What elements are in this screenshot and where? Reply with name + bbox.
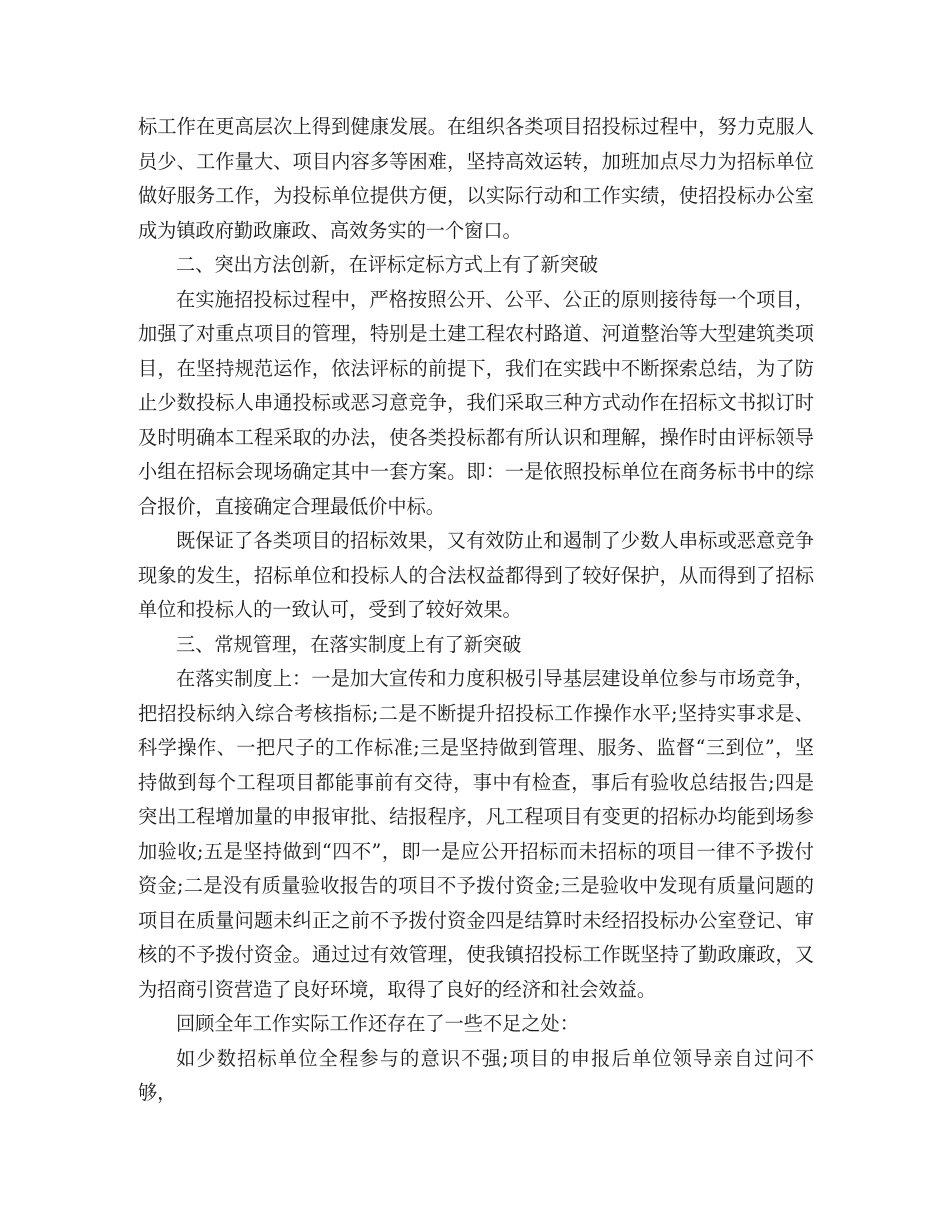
section-heading-3: 三、常规管理，在落实制度上有了新突破 <box>176 632 522 656</box>
section-heading-2: 二、突出方法创新，在评标定标方式上有了新突破 <box>176 253 599 276</box>
paragraph-8: 如少数招标单位全程参与的意识不强;项目的申报后单位领导亲自过问不够， <box>138 1046 814 1104</box>
paragraph-3: 在实施招投标过程中，严格按照公开、公平、公正的原则接待每一个项目，加强了对重点项目的管理，特别是土建工程农村路道、河道整治等大型建筑类项目，在坚持规范运作，依法评标的前提下，我们在实践中不断探索总结，为了防止少数投标人串通投标或恶习意竞争，我们采取三种方式动作在招标文书拟订时及时明确本工程采取的办法，使各类投标都有所认识和理解，操作时由评标领导小组在招标会现场确定其中一套方案。即：一是依照投标单位在商务标书中的综合报价，直接确定合理最低价中标。 <box>138 287 814 518</box>
paragraph-4: 既保证了各类项目的招标效果，又有效防止和遏制了少数人串标或恶意竞争现象的发生，招标单位和投标人的合法权益都得到了较好保护，从而得到了招标单位和投标人的一致认可，受到了较好效果。 <box>138 529 814 621</box>
document-body <box>138 110 814 1111</box>
paragraph-7: 回顾全年工作实际工作还存在了一些不足之处： <box>176 1012 579 1035</box>
paragraph-1: 标工作在更高层次上得到健康发展。在组织各类项目招投标过程中，努力克服人员少、工作量大、项目内容多等困难，坚持高效运转，加班加点尽力为招标单位做好服务工作，为投标单位提供方便，以实际行动和工作实绩，使招投标办公室成为镇政府勤政廉政、高效务实的一个窗口。 <box>138 115 814 242</box>
paragraph-6: 在落实制度上：一是加大宣传和力度积极引导基层建设单位参与市场竞争，把招投标纳入综合考核指标;二是不断提升招投标工作操作水平;坚持实事求是、科学操作、一把尺子的工作标准;三是坚持做到管理、服务、监督“三到位”，坚持做到每个工程项目都能事前有交待，事中有检查，事后有验收总结报告;四是突出工程增加量的申报审批、结报程序，凡工程项目有变更的招标办均能到场参加验收;五是坚持做到“四不”，即一是应公开招标而未招标的项目一律不予拨付资金;二是没有质量验收报告的项目不予拨付资金;三是验收中发现有质量问题的项目在质量问题未纠正之前不予拨付资金四是结算时未经招投标办公室登记、审核的不予拨付资金。通过过有效管理，使我镇招投标工作既坚持了勤政廉政，又为招商引资营造了良好环境，取得了良好的经济和社会效益。 <box>138 667 814 1001</box>
